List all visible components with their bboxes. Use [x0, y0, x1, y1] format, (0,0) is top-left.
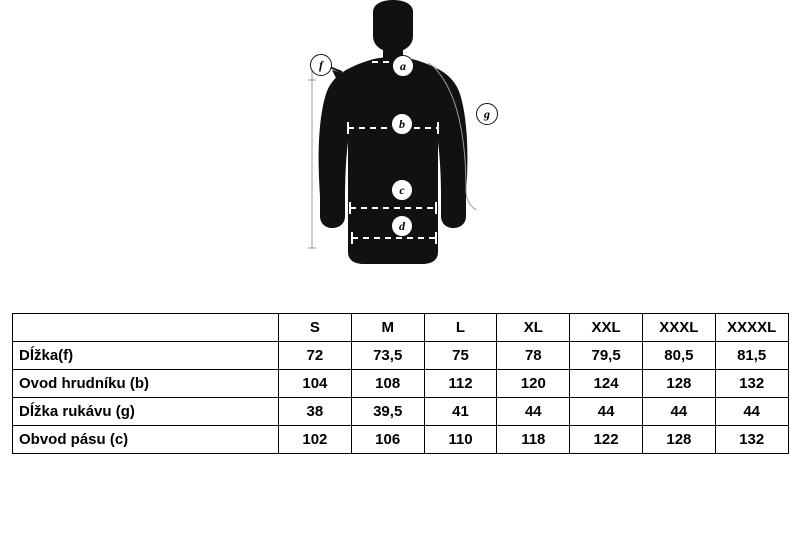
cell-length-s: 72 [279, 342, 352, 370]
cell-sleeve-xxxl: 44 [642, 398, 715, 426]
row-label-sleeve: Dĺžka rukávu (g) [13, 398, 279, 426]
table-row [13, 342, 789, 370]
cell-length-xxl: 79,5 [570, 342, 643, 370]
cell-sleeve-xxl: 44 [570, 398, 643, 426]
row-label-waist: Obvod pásu (c) [13, 426, 279, 454]
marker-a: a [392, 55, 414, 77]
table-row [13, 426, 789, 454]
cell-length-xxxxl: 81,5 [715, 342, 788, 370]
column-header-l: L [424, 314, 497, 342]
cell-chest-xxxxl: 132 [715, 370, 788, 398]
marker-b: b [391, 113, 413, 135]
cell-length-l: 75 [424, 342, 497, 370]
cell-waist-xl: 118 [497, 426, 570, 454]
mannequin-illustration [250, 0, 550, 290]
column-header-m: M [351, 314, 424, 342]
cell-sleeve-xl: 44 [497, 398, 570, 426]
cell-length-xl: 78 [497, 342, 570, 370]
cell-chest-xxl: 124 [570, 370, 643, 398]
marker-d: d [391, 215, 413, 237]
table-row [13, 398, 789, 426]
table-header-row [13, 314, 789, 342]
row-label-chest: Ovod hrudníku (b) [13, 370, 279, 398]
cell-sleeve-m: 39,5 [351, 398, 424, 426]
marker-g: g [476, 103, 498, 125]
column-header-xxxxl: XXXXL [715, 314, 788, 342]
cell-sleeve-s: 38 [279, 398, 352, 426]
column-header-s: S [279, 314, 352, 342]
cell-waist-xxxxl: 132 [715, 426, 788, 454]
cell-length-xxxl: 80,5 [642, 342, 715, 370]
row-label-length: Dĺžka(f) [13, 342, 279, 370]
cell-waist-xxxl: 128 [642, 426, 715, 454]
cell-chest-xl: 120 [497, 370, 570, 398]
cell-waist-s: 102 [279, 426, 352, 454]
cell-sleeve-xxxxl: 44 [715, 398, 788, 426]
column-header-xxxl: XXXL [642, 314, 715, 342]
cell-chest-l: 112 [424, 370, 497, 398]
cell-chest-m: 108 [351, 370, 424, 398]
cell-waist-xxl: 122 [570, 426, 643, 454]
marker-f: f [310, 54, 332, 76]
table-corner-cell [13, 314, 279, 342]
cell-waist-m: 106 [351, 426, 424, 454]
cell-sleeve-l: 41 [424, 398, 497, 426]
column-header-xl: XL [497, 314, 570, 342]
length-dimension [308, 68, 316, 248]
marker-c: c [391, 179, 413, 201]
size-chart-table [12, 313, 789, 454]
cell-waist-l: 110 [424, 426, 497, 454]
cell-chest-xxxl: 128 [642, 370, 715, 398]
table-row [13, 370, 789, 398]
column-header-xxl: XXL [570, 314, 643, 342]
cell-length-m: 73,5 [351, 342, 424, 370]
cell-chest-s: 104 [279, 370, 352, 398]
